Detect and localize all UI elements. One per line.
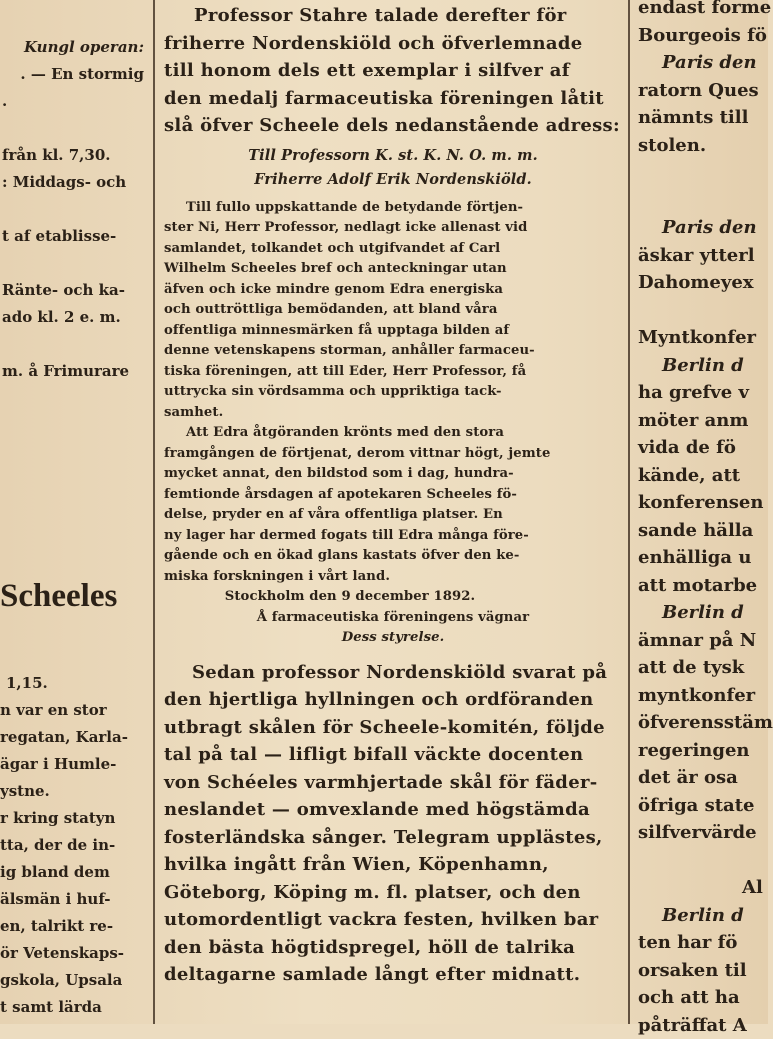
right-text-line: påträffat A (634, 1012, 768, 1039)
right-text-line (634, 187, 768, 215)
right-text-line: ratorn Ques (634, 77, 768, 105)
left-text-line: ystne. (0, 778, 152, 805)
address-text-line: delse, pryder en af våra offentliga platser. En (160, 505, 626, 526)
right-text-line: Berlin d (634, 902, 768, 930)
left-text-line: r kring statyn (0, 805, 152, 832)
address-text-line: Wilhelm Scheeles bref och anteckningar utan (160, 259, 626, 280)
closing-text-line: fosterländska sånger. Telegram upplästes, (160, 824, 626, 852)
right-text-line: nämnts till (634, 104, 768, 132)
address-text-line: ster Ni, Herr Professor, nedlagt icke allenast vid (160, 218, 626, 239)
column-rule (153, 0, 155, 1024)
right-text-line: ten har fö (634, 929, 768, 957)
right-text-line: ha grefve v (634, 379, 768, 407)
right-text-line: konferensen (634, 489, 768, 517)
right-text-line: att de tysk (634, 654, 768, 682)
right-text-line: Berlin d (634, 352, 768, 380)
right-text-line: Myntkonfer (634, 324, 768, 352)
left-text-line: en, talrikt re- (0, 913, 152, 940)
intro-text-line: till honom dels ett exemplar i silfver af (160, 57, 626, 85)
closing-paragraph (160, 659, 626, 989)
address-text-line: femtionde årsdagen af apotekaren Scheeles fö- (160, 485, 626, 506)
left-text-line: Kungl operan: (0, 34, 152, 61)
closing-text-line: den bästa högtidspregel, höll de talrika (160, 934, 626, 962)
left-text-line: : Middags- och (0, 169, 152, 196)
address-text-line: miska forskningen i vårt land. (160, 567, 626, 588)
right-text-line: enhälliga u (634, 544, 768, 572)
column-rule (628, 0, 630, 1024)
left-text-line: t af etablisse- (0, 223, 152, 250)
right-text-line: Berlin d (634, 599, 768, 627)
right-text-line: silfvervärde (634, 819, 768, 847)
left-text-line: Ränte- och ka- (0, 277, 152, 304)
address-text-line: gående och en ökad glans kastats öfver den ke- (160, 546, 626, 567)
closing-text-line: utbragt skålen för Scheele-komitén, följde (160, 714, 626, 742)
left-column-bottom (0, 670, 152, 1024)
left-text-line: ägar i Humle- (0, 751, 152, 778)
closing-text-line: deltagarne samlade långt efter midnatt. (160, 961, 626, 989)
right-text-line: att motarbe (634, 572, 768, 600)
closing-text-line: den hjertliga hyllningen och ordföranden (160, 686, 626, 714)
closing-text-line: von Schéeles varmhjertade skål för fäder- (160, 769, 626, 797)
left-text-line (0, 250, 152, 277)
middle-column (160, 2, 626, 1024)
address-text-line: samhet. (160, 403, 626, 424)
right-text-line: kände, att (634, 462, 768, 490)
left-text-line: ig bland dem (0, 859, 152, 886)
right-text-line: och att ha (634, 984, 768, 1012)
address-text-line: äfven och icke mindre genom Edra energiska (160, 280, 626, 301)
right-text-line: ämnar på N (634, 627, 768, 655)
right-text-line: Bourgeois fö (634, 22, 768, 50)
closing-text-line: tal på tal — lifligt bifall väckte docenten (160, 741, 626, 769)
address-text-line: uttrycka sin vördsamma och uppriktiga tack- (160, 382, 626, 403)
left-text-line: ör Vetenskaps- (0, 940, 152, 967)
signature-on-behalf: Å farmaceutiska föreningens vägnar (160, 608, 626, 629)
right-text-line: Dahomeyex (634, 269, 768, 297)
address-text-line: mycket annat, den bildstod som i dag, hundra- (160, 464, 626, 485)
left-text-line: tta, der de in- (0, 832, 152, 859)
right-text-line: öfverensstäm (634, 709, 768, 737)
address-text-line: offentliga minnesmärken få upptaga bilden af (160, 321, 626, 342)
left-text-line: regatan, Karla- (0, 724, 152, 751)
closing-text-line: Göteborg, Köping m. fl. platser, och den (160, 879, 626, 907)
closing-text-line: neslandet — omvexlande med högstämda (160, 796, 626, 824)
right-text-line: Paris den (634, 214, 768, 242)
address-body (160, 198, 626, 588)
closing-text-line: hvilka ingått från Wien, Köpenhamn, (160, 851, 626, 879)
left-text-line: . (0, 88, 152, 115)
left-text-line: från kl. 7,30. (0, 142, 152, 169)
right-text-line: orsaken til (634, 957, 768, 985)
left-text-line (0, 115, 152, 142)
left-text-line: gskola, Upsala (0, 967, 152, 994)
right-column (634, 0, 768, 1024)
right-text-line (634, 159, 768, 187)
left-column (0, 34, 152, 454)
right-text-line (634, 297, 768, 325)
right-text-line: det är osa (634, 764, 768, 792)
right-text-line: regeringen (634, 737, 768, 765)
right-text-line: endast forme (634, 0, 768, 22)
left-text-line: . — En stormig (0, 61, 152, 88)
closing-text-line: Sedan professor Nordenskiöld svarat på (160, 659, 626, 687)
address-text-line: framgången de förtjenat, derom vittnar högt, jemte (160, 444, 626, 465)
closing-text-line: utomordentligt vackra festen, hvilken bar (160, 906, 626, 934)
intro-text-line: slå öfver Scheele dels nedanstående adress: (160, 112, 626, 140)
address-text-line: ny lager har dermed fogats till Edra många före- (160, 526, 626, 547)
left-text-line: m. å Frimurare (0, 358, 152, 385)
left-text-line: älsmän i huf- (0, 886, 152, 913)
left-text-line: t samt lärda (0, 994, 152, 1021)
address-heading (160, 144, 626, 192)
intro-text-line: Professor Stahre talade derefter för (160, 2, 626, 30)
intro-text-line: friherre Nordenskiöld och öfverlemnade (160, 30, 626, 58)
right-text-line: möter anm (634, 407, 768, 435)
right-text-line: Al (634, 874, 768, 902)
right-text-line: öfriga state (634, 792, 768, 820)
right-text-line: Paris den (634, 49, 768, 77)
address-text-line: Att Edra åtgöranden krönts med den stora (160, 423, 626, 444)
address-heading-line: Till Professorn K. st. K. N. O. m. m. (160, 144, 626, 168)
address-text-line: denne vetenskapens storman, anhåller farmaceu- (160, 341, 626, 362)
address-text-line: tiska föreningen, att till Eder, Herr Professor, få (160, 362, 626, 383)
signature-block (160, 587, 626, 649)
left-text-line: 1,15. (0, 670, 152, 697)
left-text-line: n var en stor (0, 697, 152, 724)
address-heading-line: Friherre Adolf Erik Nordenskiöld. (160, 168, 626, 192)
right-text-line: sande hälla (634, 517, 768, 545)
signature-signed: Dess styrelse. (160, 628, 626, 649)
address-text-line: samlandet, tolkandet och utgifvandet af Carl (160, 239, 626, 260)
left-column-heading: Scheeles (0, 578, 117, 615)
right-text-line: äskar ytterl (634, 242, 768, 270)
right-text-line: vida de fö (634, 434, 768, 462)
left-text-line (0, 331, 152, 358)
left-text-line: ado kl. 2 e. m. (0, 304, 152, 331)
right-text-line: myntkonfer (634, 682, 768, 710)
intro-text-line: den medalj farmaceutiska föreningen låtit (160, 85, 626, 113)
signature-place-date: Stockholm den 9 december 1892. (160, 587, 626, 608)
address-text-line: och outtröttliga bemödanden, att bland våra (160, 300, 626, 321)
right-text-line: stolen. (634, 132, 768, 160)
right-text-line (634, 847, 768, 875)
address-text-line: Till fullo uppskattande de betydande förtjen- (160, 198, 626, 219)
intro-paragraph (160, 2, 626, 140)
left-text-line (0, 196, 152, 223)
